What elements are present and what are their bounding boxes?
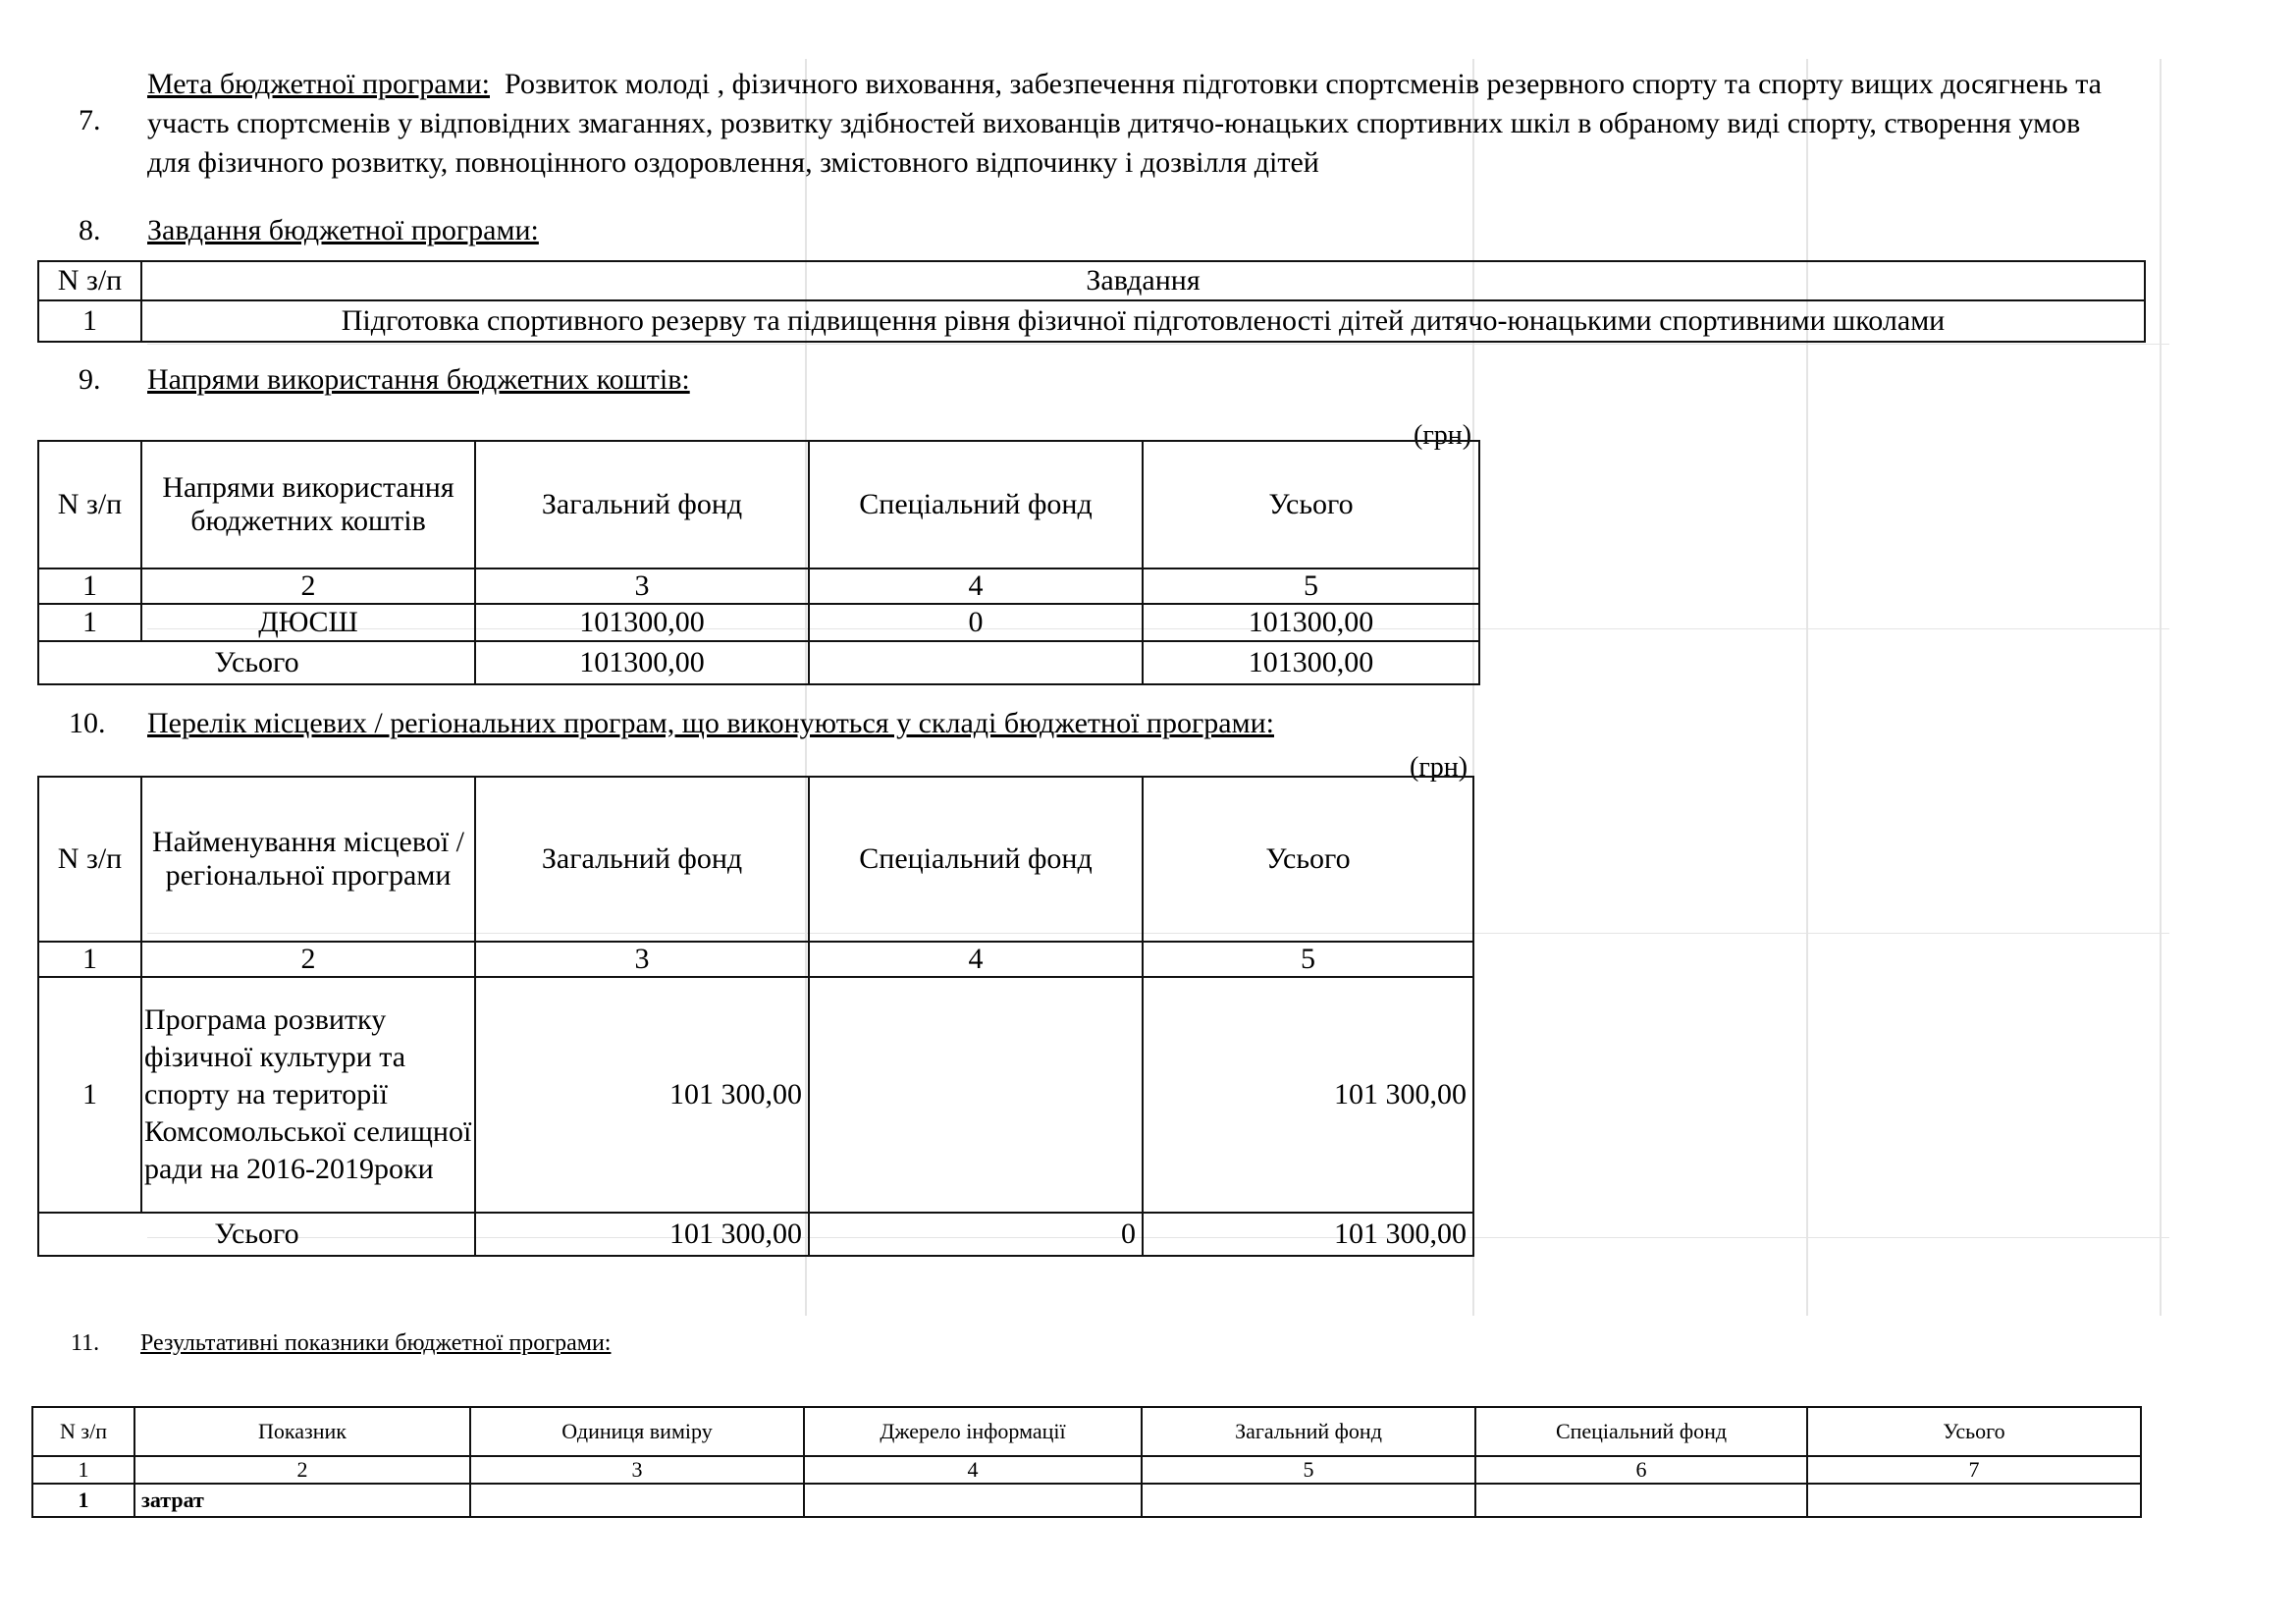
header-cell: Найменування місцевої / регіональної програми — [141, 777, 475, 942]
table-cell: 101 300,00 — [1143, 977, 1473, 1213]
column-number-cell: 4 — [804, 1456, 1142, 1484]
header-cell: Джерело інформації — [804, 1407, 1142, 1456]
header-cell: N з/п — [38, 441, 141, 568]
total-label: Усього — [38, 1213, 475, 1256]
section-10-heading: Перелік місцевих / регіональних програм, що виконуються у складі бюджетної програми: — [147, 707, 1274, 739]
header-cell: N з/п — [38, 777, 141, 942]
table-cell: Підготовка спортивного резерву та підвищення рівня фізичної підготовленості дітей дитячо-юнацькими спортивними школами — [141, 300, 2145, 342]
column-number-cell: 2 — [141, 568, 475, 604]
table-cell — [809, 977, 1143, 1213]
column-number-row — [38, 568, 1479, 604]
table-cell: 101 300,00 — [475, 977, 809, 1213]
header-cell: Показник — [134, 1407, 470, 1456]
column-number-cell: 1 — [32, 1456, 134, 1484]
column-number-cell: 4 — [809, 568, 1143, 604]
header-cell: Усього — [1143, 441, 1479, 568]
section-7-label: Мета бюджетної програми: — [147, 68, 490, 100]
table-cell: 0 — [809, 604, 1143, 641]
column-number-cell: 2 — [134, 1456, 470, 1484]
header-cell: Загальний фонд — [1142, 1407, 1475, 1456]
column-number-cell: 5 — [1143, 942, 1473, 977]
table-cell — [1142, 1484, 1475, 1517]
column-number-cell: 7 — [1807, 1456, 2141, 1484]
total-label: Усього — [38, 641, 475, 684]
table-header-row — [38, 441, 1479, 568]
section-9-number: 9. — [79, 363, 101, 396]
header-cell: Одиниця виміру — [470, 1407, 804, 1456]
total-cell: 101300,00 — [475, 641, 809, 684]
column-number-row — [38, 942, 1473, 977]
header-cell: Загальний фонд — [475, 777, 809, 942]
table-cell: 1 — [38, 977, 141, 1213]
header-cell: N з/п — [32, 1407, 134, 1456]
indicators-table — [31, 1406, 2142, 1518]
table-cell: затрат — [134, 1484, 470, 1517]
column-number-cell: 5 — [1143, 568, 1479, 604]
header-cell: N з/п — [38, 261, 141, 300]
section-8-number: 8. — [79, 214, 101, 246]
table-cell — [470, 1484, 804, 1517]
header-cell: Завдання — [141, 261, 2145, 300]
table-cell: 1 — [38, 300, 141, 342]
program-name-cell: Програма розвитку фізичної культури та спорту на території Комсомольської селищної ради на 2016-2019роки — [141, 977, 475, 1213]
table-cell: 1 — [38, 604, 141, 641]
bleed-through-line — [147, 344, 2169, 345]
table-row — [32, 1484, 2141, 1517]
total-row — [38, 1213, 1473, 1256]
column-number-cell: 1 — [38, 942, 141, 977]
column-number-cell: 6 — [1475, 1456, 1807, 1484]
header-cell: Усього — [1807, 1407, 2141, 1456]
column-number-row — [32, 1456, 2141, 1484]
table-row — [38, 977, 1473, 1213]
table-cell — [1807, 1484, 2141, 1517]
table-row — [38, 604, 1479, 641]
total-row — [38, 641, 1479, 684]
header-cell: Загальний фонд — [475, 441, 809, 568]
column-number-cell: 3 — [475, 942, 809, 977]
directions-table — [37, 440, 1480, 685]
table-cell: 101300,00 — [1143, 604, 1479, 641]
bleed-through-line — [2160, 59, 2162, 1316]
section-10-number: 10. — [69, 707, 106, 739]
section-9-unit: (грн) — [1414, 420, 1472, 451]
section-11-heading: Результативні показники бюджетної програми: — [140, 1330, 612, 1356]
header-cell: Спеціальний фонд — [809, 441, 1143, 568]
header-cell: Напрями використання бюджетних коштів — [141, 441, 475, 568]
total-cell: 101 300,00 — [1143, 1213, 1473, 1256]
column-number-cell: 3 — [475, 568, 809, 604]
section-7-number: 7. — [79, 104, 101, 136]
section-7-text: Розвиток молоді , фізичного виховання, забезпечення підготовки спортсменів резервного спорту та спорту вищих досягнень та участь спортсменів у відповідних змаганнях, розвитку здібностей вихованців дитячо-юнацьких спортивних шкіл в обраному виді спорту, створення умов для фізичного розвитку, повноцінного оздоровлення, змістовного відпочинку і дозвілля дітей — [147, 68, 2102, 179]
total-cell: 101 300,00 — [475, 1213, 809, 1256]
table-cell — [804, 1484, 1142, 1517]
column-number-cell: 4 — [809, 942, 1143, 977]
table-cell: 101300,00 — [475, 604, 809, 641]
column-number-cell: 3 — [470, 1456, 804, 1484]
header-cell: Усього — [1143, 777, 1473, 942]
tasks-table — [37, 260, 2146, 343]
table-cell: 1 — [32, 1484, 134, 1517]
total-cell: 0 — [809, 1213, 1143, 1256]
column-number-cell: 2 — [141, 942, 475, 977]
section-7-paragraph — [147, 65, 2110, 183]
section-9-heading: Напрями використання бюджетних коштів: — [147, 363, 690, 396]
total-cell — [809, 641, 1143, 684]
column-number-cell: 1 — [38, 568, 141, 604]
column-number-cell: 5 — [1142, 1456, 1475, 1484]
programs-table — [37, 776, 1474, 1257]
section-10-unit: (грн) — [1410, 752, 1468, 783]
table-header-row — [38, 261, 2145, 300]
section-8-heading: Завдання бюджетної програми: — [147, 214, 539, 246]
bleed-through-line — [1806, 59, 1808, 1316]
section-11-number: 11. — [71, 1330, 100, 1356]
table-row — [38, 300, 2145, 342]
total-cell: 101300,00 — [1143, 641, 1479, 684]
header-cell: Спеціальний фонд — [1475, 1407, 1807, 1456]
table-header-row — [32, 1407, 2141, 1456]
header-cell: Спеціальний фонд — [809, 777, 1143, 942]
table-cell — [1475, 1484, 1807, 1517]
table-cell: ДЮСШ — [141, 604, 475, 641]
table-header-row — [38, 777, 1473, 942]
